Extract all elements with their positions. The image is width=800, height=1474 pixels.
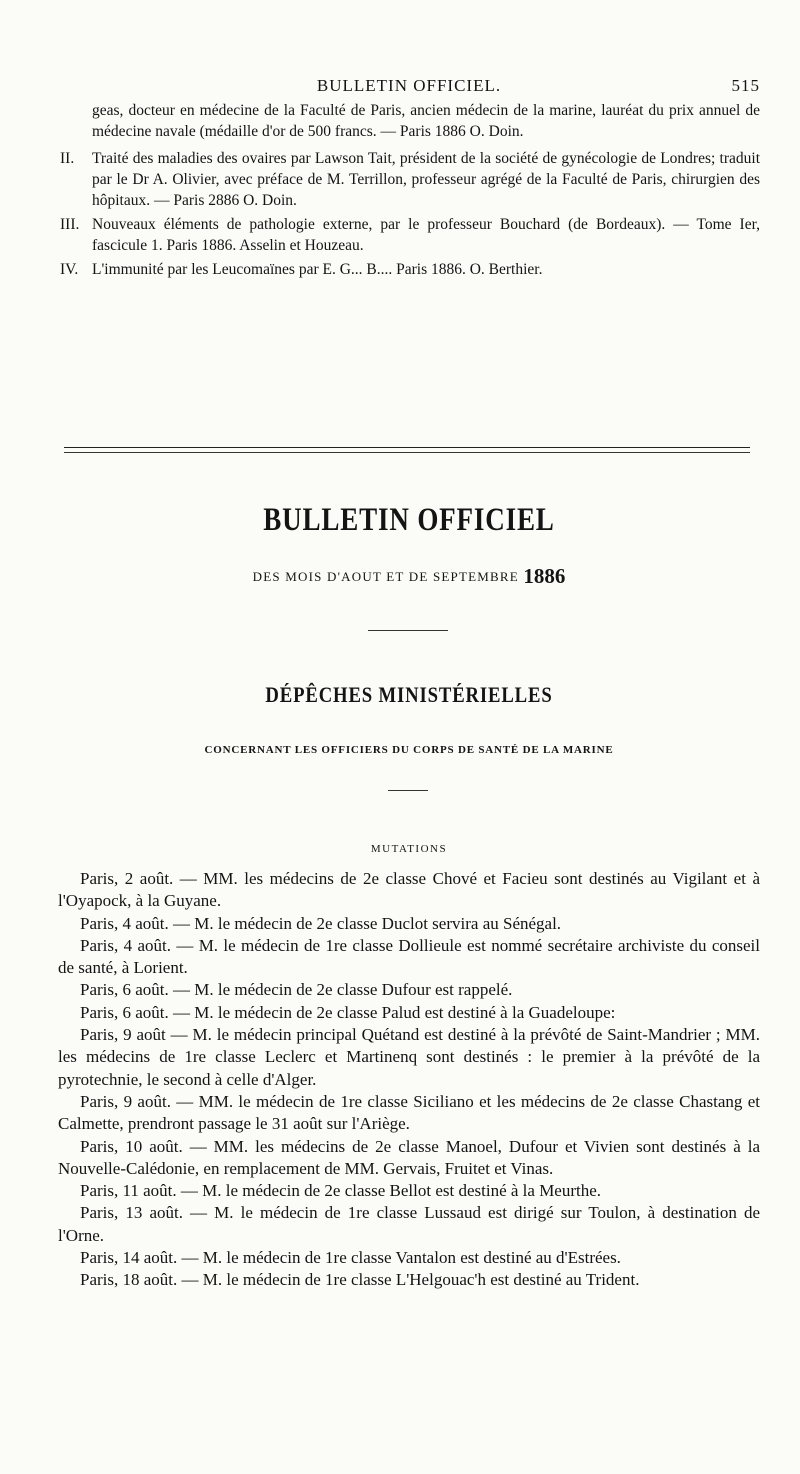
double-rule-top: [64, 447, 750, 448]
bulletin-subtitle-text: DES MOIS D'AOUT ET DE SEPTEMBRE: [252, 569, 519, 584]
bulletin-subtitle: [58, 564, 760, 589]
entry-text: Nouveaux éléments de pathologie externe, par le professeur Bouchard (de Bordeaux). — Tome Ier, fascicule 1. Paris 1886. Asselin et Houzeau.: [92, 216, 760, 254]
dispatch-paragraph: Paris, 9 août — M. le médecin principal Quétand est destiné à la prévôté de Saint-Mandrier ; MM. les médecins de 1re classe Leclerc et Martinenq sont destinés : le premier à la prévôté de la pyrotechnie, le second à celle d'Alger.: [58, 1025, 760, 1089]
dispatch-paragraph: Paris, 14 août. — M. le médecin de 1re classe Vantalon est destiné au d'Estrées.: [80, 1248, 621, 1268]
dispatch-paragraph: Paris, 11 août. — M. le médecin de 2e classe Bellot est destiné à la Meurthe.: [80, 1181, 602, 1201]
double-rule-bottom: [64, 452, 750, 453]
bibliography-entry: [58, 100, 760, 142]
section-divider: [368, 630, 448, 631]
dispatch-paragraph: Paris, 10 août. — MM. les médecins de 2e classe Manoel, Dufour et Vivien sont destinés à la Nouvelle-Calédonie, en remplacement de MM. Gervais, Fruitet et Vinas.: [58, 1136, 760, 1178]
entry-number: III.: [60, 216, 80, 233]
entry-text: Traité des maladies des ovaires par Lawson Tait, président de la société de gynécologie de Londres; traduit par le Dr A. Olivier, avec préface de M. Terrillon, professeur agrégé de la Faculté de Paris, chirurgien des hôpitaux. — Paris 2886 O. Doin.: [92, 150, 760, 209]
bibliography-entry: [58, 148, 760, 211]
dispatch-paragraph: Paris, 2 août. — MM. les médecins de 2e classe Chové et Facieu sont destinés au Vigilant et à l'Oyapock, à la Guyane.: [58, 869, 760, 911]
dispatch-paragraph: Paris, 18 août. — M. le médecin de 1re classe L'Helgouac'h est destiné au Trident.: [80, 1270, 640, 1290]
dispatch-list: [58, 868, 760, 1292]
document-page: [58, 0, 760, 1474]
running-head-title: BULLETIN OFFICIEL.: [316, 76, 502, 95]
bibliography-list: [58, 100, 760, 283]
bibliography-entry: [58, 214, 760, 256]
dispatch-paragraph: Paris, 6 août. — M. le médecin de 2e classe Palud est destiné à la Guadeloupe:: [80, 1002, 616, 1022]
entry-text: L'immunité par les Leucomaïnes par E. G... B.... Paris 1886. O. Berthier.: [92, 261, 543, 278]
entry-text: geas, docteur en médecine de la Faculté de Paris, ancien médecin de la marine, lauréat du prix annuel de médecine navale (médaille d'or de 500 francs. — Paris 1886 O. Doin.: [92, 102, 760, 140]
dispatch-paragraph: Paris, 6 août. — M. le médecin de 2e classe Dufour est rappelé.: [80, 980, 513, 1000]
dispatch-paragraph: Paris, 4 août. — M. le médecin de 1re classe Dollieule est nommé secrétaire archiviste du conseil de santé, à Lorient.: [58, 935, 760, 978]
running-head: [58, 76, 760, 98]
entry-number: IV.: [60, 261, 79, 278]
mutations-heading: MUTATIONS: [370, 843, 448, 855]
section-title: DÉPÊCHES MINISTÉRIELLES: [265, 682, 553, 707]
dispatch-paragraph: Paris, 9 août. — MM. le médecin de 1re classe Siciliano et les médecins de 2e classe Chastang et Calmette, prendront passage le 31 août sur l'Ariège.: [58, 1091, 760, 1134]
page-number: 515: [731, 76, 760, 95]
subsection-divider: [388, 790, 428, 791]
dispatch-paragraph: Paris, 13 août. — M. le médecin de 1re classe Lussaud est dirigé sur Toulon, à destination de l'Orne.: [58, 1203, 760, 1245]
dispatch-paragraph: Paris, 4 août. — M. le médecin de 2e classe Duclot servira au Sénégal.: [80, 913, 562, 933]
bibliography-entry: [58, 259, 760, 280]
bulletin-year: 1886: [523, 564, 566, 588]
bulletin-title: BULLETIN OFFICIEL: [263, 502, 555, 538]
section-subtitle: CONCERNANT LES OFFICIERS DU CORPS DE SANTÉ DE LA MARINE: [204, 744, 614, 756]
entry-number: II.: [60, 150, 75, 167]
